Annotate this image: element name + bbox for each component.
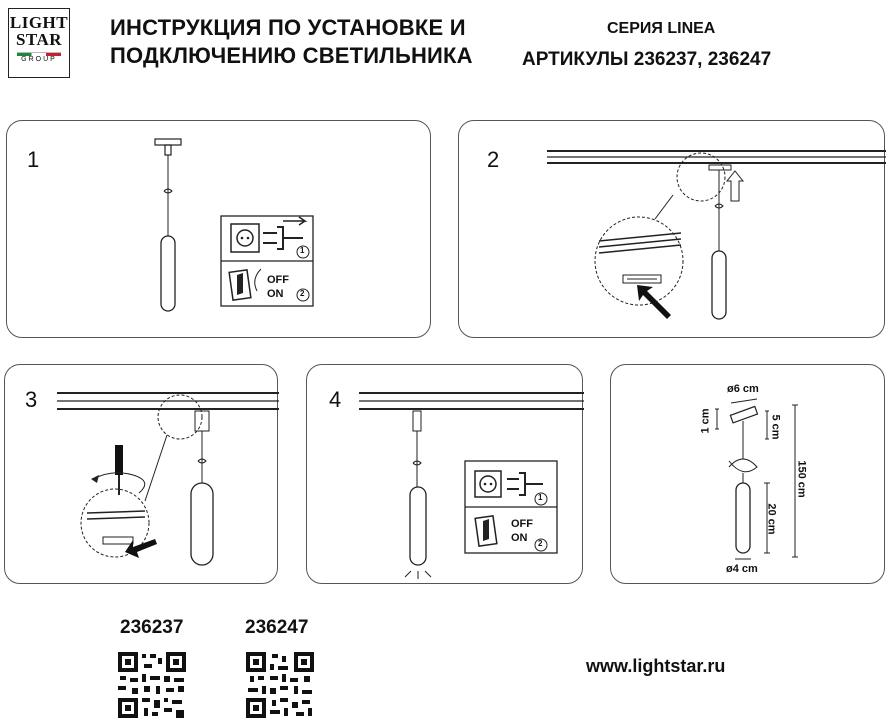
website-link[interactable]: www.lightstar.ru — [586, 656, 726, 676]
title-line-1: ИНСТРУКЦИЯ ПО УСТАНОВКЕ И — [110, 15, 466, 40]
body-height-label: 20 cm — [765, 503, 778, 535]
step-4-number: 4 — [329, 387, 342, 412]
diameter-body-label: ø4 cm — [726, 563, 758, 575]
total-height-label: 150 cm — [795, 460, 808, 498]
step-two-mark-4: 2 — [538, 539, 543, 548]
logo-line-2: STAR — [15, 30, 63, 49]
step-2-number: 2 — [487, 147, 500, 172]
logo-line-1: LIGHT — [9, 13, 69, 32]
code-label-1: 236237 — [120, 617, 184, 638]
articles-label: АРТИКУЛЫ 236237, 236247 — [522, 49, 772, 70]
code-label-2: 236247 — [245, 617, 309, 638]
height-mount-label: 1 cm — [699, 408, 712, 434]
step-4-illustration — [307, 365, 584, 585]
step-one-mark-4: 1 — [538, 493, 543, 502]
qr-code-2[interactable] — [244, 650, 316, 720]
step-1-illustration — [7, 121, 432, 339]
step-two-mark: 2 — [300, 289, 305, 298]
on-label: ON — [267, 288, 284, 300]
step-4-panel — [306, 364, 583, 584]
step-3-number: 3 — [25, 387, 38, 412]
flag-stripe — [17, 52, 61, 56]
dimensions-illustration — [611, 365, 886, 585]
series-label: СЕРИЯ LINEA — [607, 20, 716, 37]
step-one-mark: 1 — [300, 246, 305, 255]
off-label: OFF — [267, 274, 289, 286]
power-labels-4 — [511, 517, 533, 545]
dimensions-panel — [610, 364, 885, 584]
step-3-panel — [4, 364, 278, 584]
brand-logo — [8, 8, 70, 78]
step-1-panel — [6, 120, 431, 338]
qr-code-1[interactable] — [116, 650, 188, 720]
off-label-4: OFF — [511, 518, 533, 530]
step-2-illustration — [459, 121, 886, 339]
power-labels — [267, 273, 289, 301]
step-3-illustration — [5, 365, 279, 585]
logo-line-3: GROUP — [21, 56, 57, 63]
on-label-4: ON — [511, 532, 528, 544]
title-line-2: ПОДКЛЮЧЕНИЮ СВЕТИЛЬНИКА — [110, 43, 473, 68]
page-title — [110, 14, 473, 70]
step-2-panel — [458, 120, 885, 338]
height-adapter-label: 5 cm — [769, 414, 782, 440]
step-1-number: 1 — [27, 147, 40, 172]
diameter-top-label: ø6 cm — [727, 383, 759, 395]
